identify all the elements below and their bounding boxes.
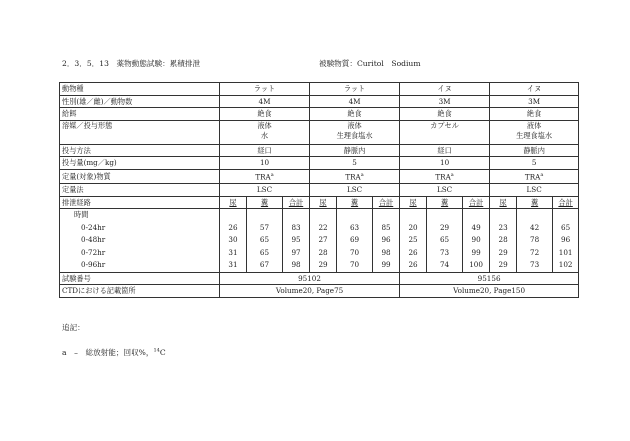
cell: Volume20, Page75 — [220, 285, 400, 298]
data-column — [283, 209, 310, 273]
footnote-mark: a — [450, 171, 454, 178]
value-cell: 29 — [318, 260, 328, 270]
subheader-feces: 糞 — [530, 197, 539, 207]
time-point: 0-48hr — [81, 235, 106, 245]
time-column — [60, 209, 220, 273]
cell: LSC — [400, 183, 490, 196]
subheader-total: 合計 — [558, 197, 573, 207]
value-cell: 96 — [561, 235, 571, 245]
row-sex-count — [60, 95, 579, 108]
value-cell: 42 — [530, 222, 540, 232]
footnote-mark: a — [270, 171, 274, 178]
time-point: 0-96hr — [81, 260, 106, 270]
time-point: 0-24hr — [81, 222, 106, 232]
cell: ラット — [220, 83, 310, 96]
time-label: 時間 — [74, 210, 89, 220]
cell: 静脈内 — [490, 144, 579, 157]
value-cell: 95 — [291, 235, 301, 245]
cell: 経口 — [400, 144, 490, 157]
value-cell: 73 — [439, 247, 450, 257]
value-cell: 23 — [498, 222, 508, 232]
subheader-total: 合計 — [378, 197, 394, 207]
cell-line: 液体 — [526, 120, 542, 130]
value-cell: 97 — [291, 247, 301, 257]
cell — [490, 169, 579, 183]
test-substance: 被験物質：Curitol Sodium — [319, 59, 421, 68]
value-cell: 74 — [439, 260, 450, 270]
value-cell: 49 — [471, 222, 481, 232]
row-label: CTDにおける記載箇所 — [60, 285, 220, 298]
row-label: 溶媒／投与形態 — [60, 120, 220, 144]
value-cell: 65 — [561, 222, 571, 232]
subheader-urine: 尿 — [319, 197, 327, 207]
cell — [400, 120, 490, 144]
cell: 5 — [490, 157, 579, 170]
data-column — [517, 209, 553, 273]
row-feeding — [60, 108, 579, 121]
isotope-mass: 14 — [153, 347, 160, 354]
value-cell: 70 — [349, 260, 360, 270]
value-cell: 26 — [228, 222, 238, 232]
row-excretion-route — [60, 196, 579, 209]
data-column — [373, 209, 400, 273]
cell: 4M — [310, 95, 400, 108]
footnote-mark: a — [360, 171, 364, 178]
footnote-a — [62, 347, 166, 358]
cell — [310, 169, 400, 183]
data-column — [400, 209, 427, 273]
row-label: 試験番号 — [60, 272, 220, 285]
row-label: 投与方法 — [60, 144, 220, 157]
cell: 経口 — [220, 144, 310, 157]
data-column — [337, 209, 373, 273]
row-route — [60, 144, 579, 157]
cell: 絶食 — [490, 108, 579, 121]
value-cell: 67 — [259, 260, 270, 270]
row-species — [60, 83, 579, 96]
cell: 静脈内 — [310, 144, 400, 157]
value-cell: 29 — [439, 222, 450, 232]
cell: ラット — [310, 83, 400, 96]
value-cell: 70 — [349, 247, 360, 257]
subheader-feces: 糞 — [260, 197, 269, 207]
subheader-total: 合計 — [288, 197, 304, 207]
row-label: 動物種 — [60, 83, 220, 96]
subheader-urine: 尿 — [229, 197, 237, 207]
value-cell: 63 — [349, 222, 360, 232]
cell: 絶食 — [400, 108, 490, 121]
row-dose — [60, 157, 579, 170]
value-cell: 65 — [439, 235, 450, 245]
time-point: 0-72hr — [81, 247, 106, 257]
data-column — [247, 209, 283, 273]
cell: 3M — [490, 95, 579, 108]
value-cell: 98 — [381, 247, 391, 257]
value-cell: 98 — [291, 260, 301, 270]
value-cell: 100 — [469, 260, 483, 270]
value-cell: 101 — [558, 247, 573, 257]
cell-text: TRA — [255, 172, 271, 182]
cell: イヌ — [400, 83, 490, 96]
value-cell: 28 — [318, 247, 328, 257]
excretion-table — [59, 82, 579, 298]
cell-line: 水 — [260, 131, 269, 141]
cell — [400, 169, 490, 183]
data-column — [490, 209, 517, 273]
data-column — [463, 209, 490, 273]
cell-line: 生理食塩水 — [516, 131, 553, 141]
row-label: 投与量(mg／kg) — [60, 157, 220, 170]
data-column — [310, 209, 337, 273]
cell: 10 — [220, 157, 310, 170]
notes-heading: 追記： — [62, 323, 85, 332]
cell: 95156 — [400, 272, 579, 285]
cell — [310, 120, 400, 144]
value-cell: 29 — [498, 247, 508, 257]
cell: LSC — [220, 183, 310, 196]
cell: 5 — [310, 157, 400, 170]
data-column — [427, 209, 463, 273]
subheader-feces: 糞 — [350, 197, 359, 207]
subheader-feces: 糞 — [440, 197, 449, 207]
row-label: 定量(対象)物質 — [60, 169, 220, 183]
value-cell: 28 — [498, 235, 508, 245]
value-cell: 99 — [381, 260, 391, 270]
subheader-total: 合計 — [468, 197, 484, 207]
data-column — [553, 209, 579, 273]
cell: Volume20, Page150 — [400, 285, 579, 298]
row-label: 性別(雄／雌)／動物数 — [60, 95, 220, 108]
cell-text: TRA — [345, 172, 361, 182]
row-analyte — [60, 169, 579, 183]
cell — [490, 120, 579, 144]
cell-line: カプセル — [430, 120, 459, 130]
value-cell: 30 — [228, 235, 238, 245]
value-cell: 83 — [291, 222, 301, 232]
row-excretion-data — [60, 209, 579, 273]
row-label: 排泄経路 — [60, 196, 220, 209]
value-cell: 29 — [498, 260, 508, 270]
cell: 絶食 — [310, 108, 400, 121]
cell-line: 生理食塩水 — [336, 131, 373, 141]
cell-text: TRA — [524, 172, 541, 182]
cell: 10 — [400, 157, 490, 170]
value-cell: 99 — [471, 247, 481, 257]
value-cell: 78 — [530, 235, 540, 245]
cell-line: 液体 — [347, 120, 362, 130]
value-cell: 90 — [471, 235, 481, 245]
cell: 3M — [400, 95, 490, 108]
footnote-mark: a — [540, 171, 544, 178]
cell: 絶食 — [220, 108, 310, 121]
value-cell: 72 — [530, 247, 540, 257]
cell: イヌ — [490, 83, 579, 96]
value-cell: 57 — [259, 222, 270, 232]
cell-line: 液体 — [257, 120, 272, 130]
value-cell: 27 — [318, 235, 328, 245]
subheader-urine: 尿 — [499, 197, 507, 207]
value-cell: 26 — [408, 247, 418, 257]
value-cell: 25 — [408, 235, 418, 245]
value-cell: 31 — [228, 260, 238, 270]
row-method — [60, 183, 579, 196]
value-cell: 73 — [530, 260, 540, 270]
value-cell: 85 — [381, 222, 391, 232]
value-cell: 65 — [259, 235, 270, 245]
isotope-symbol: C — [159, 348, 166, 357]
document-title: 2．3．5．13 薬物動態試験：累積排泄 — [62, 59, 201, 68]
value-cell: 26 — [408, 260, 418, 270]
value-cell: 96 — [381, 235, 391, 245]
cell: 4M — [220, 95, 310, 108]
row-label: 定量法 — [60, 183, 220, 196]
subheader-urine: 尿 — [409, 197, 417, 207]
value-cell: 65 — [259, 247, 270, 257]
row-ctd-location — [60, 285, 579, 298]
cell-text: TRA — [435, 172, 451, 182]
value-cell: 22 — [318, 222, 328, 232]
row-study-number — [60, 272, 579, 285]
cell: LSC — [310, 183, 400, 196]
cell: LSC — [490, 183, 579, 196]
cell: 95102 — [220, 272, 400, 285]
row-vehicle — [60, 120, 579, 144]
footnote-text: a – 総放射能；回収%， — [62, 348, 154, 357]
value-cell: 102 — [558, 260, 573, 270]
row-label: 給餌 — [60, 108, 220, 121]
value-cell: 69 — [349, 235, 360, 245]
cell — [220, 169, 310, 183]
cell — [220, 120, 310, 144]
value-cell: 20 — [408, 222, 418, 232]
value-cell: 31 — [228, 247, 238, 257]
data-column — [220, 209, 247, 273]
